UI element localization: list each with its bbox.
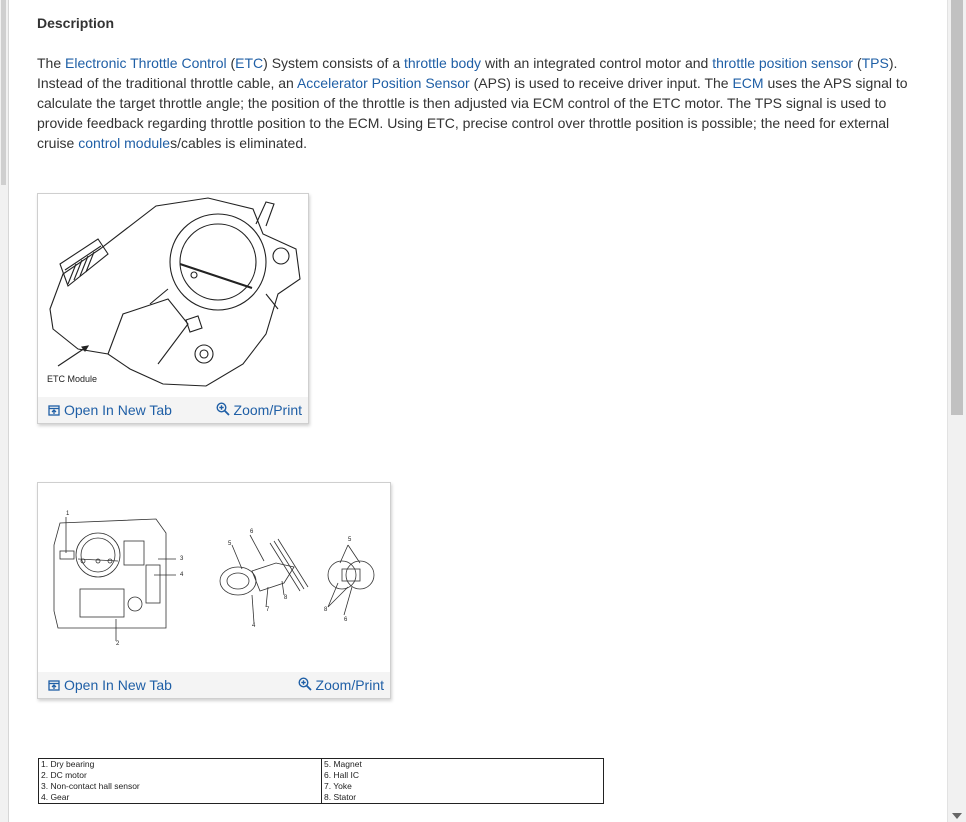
glossary-link[interactable]: ETC	[235, 55, 264, 71]
paragraph-text: uses the APS signal to calculate the target throttle angle; the position of the throttle is then adjusted via ECM control of the ETC motor. The TPS signal is used to provide feedback regarding throttle position to the ECM. Using ETC, precise control over throttle position is possible; the need for external cruise	[37, 75, 908, 151]
zoom-icon	[298, 677, 312, 691]
legend-row	[39, 781, 604, 792]
paragraph-text: (	[853, 55, 862, 71]
glossary-link[interactable]: control module	[78, 135, 171, 151]
legend-row	[39, 770, 604, 781]
paragraph-text: s/cables is eliminated.	[170, 135, 308, 151]
callout-number: 8	[284, 595, 288, 601]
glossary-link[interactable]: throttle body	[404, 55, 482, 71]
glossary-link[interactable]: ECM	[732, 75, 764, 91]
figure-etc-module	[37, 193, 309, 424]
legend-item: 6. Hall IC	[324, 770, 359, 780]
zoom-print-label: Zoom/Print	[315, 677, 384, 693]
scrollbar-thumb[interactable]	[951, 0, 963, 415]
callout-number: 5	[348, 537, 352, 543]
callout-number: 4	[180, 572, 184, 578]
glossary-link[interactable]: throttle position sensor	[712, 55, 854, 71]
paragraph-text: (APS) is used to receive driver input. The	[469, 75, 733, 91]
zoom-print-link[interactable]	[216, 402, 302, 418]
paragraph-text: ). Instead of the traditional throttle cable, an	[37, 55, 898, 91]
legend-item: 8. Stator	[324, 792, 357, 802]
open-new-tab-link[interactable]	[48, 402, 172, 418]
callout-number: 6	[250, 529, 254, 535]
legend-item: 7. Yoke	[324, 781, 352, 791]
left-scroll-thumb	[1, 0, 6, 185]
legend-item: 2. DC motor	[39, 770, 322, 781]
open-new-tab-icon	[48, 405, 60, 416]
parts-legend-table	[38, 758, 604, 804]
glossary-link[interactable]: TPS	[861, 55, 889, 71]
legend-row	[39, 759, 604, 771]
legend-item: 4. Gear	[39, 792, 322, 804]
callout-number: 6	[344, 617, 348, 623]
glossary-link[interactable]: Accelerator Position Sensor	[296, 75, 470, 91]
open-new-tab-link[interactable]	[48, 677, 172, 693]
callout-number: 2	[116, 641, 120, 647]
figure-etc-components	[37, 482, 391, 699]
legend-item: 3. Non-contact hall sensor	[39, 781, 322, 792]
open-new-tab-label: Open In New Tab	[64, 402, 172, 418]
etc-module-label: ETC Module	[47, 374, 98, 384]
glossary-link[interactable]: Electronic Throttle Control	[65, 55, 227, 71]
open-new-tab-icon	[48, 680, 60, 691]
callout-number: 4	[252, 623, 256, 629]
section-heading: Description	[37, 15, 115, 31]
description-paragraph	[37, 53, 922, 153]
left-scroll-edge	[0, 0, 9, 822]
callout-number: 5	[228, 541, 232, 547]
figure1-actions	[38, 397, 308, 423]
callout-number: 7	[266, 607, 270, 613]
callout-number: 3	[180, 556, 184, 562]
zoom-icon	[216, 402, 230, 416]
throttle-body-illustration	[38, 194, 308, 394]
legend-item: 5. Magnet	[324, 759, 362, 769]
vertical-scrollbar[interactable]	[947, 0, 966, 822]
open-new-tab-label: Open In New Tab	[64, 677, 172, 693]
paragraph-text: (	[226, 55, 236, 71]
legend-row	[39, 792, 604, 804]
callout-number: 8	[324, 607, 328, 613]
paragraph-text: ) System consists of a	[263, 55, 404, 71]
scroll-down-arrow-icon[interactable]	[952, 813, 962, 819]
callout-number: 1	[66, 511, 70, 517]
figure2-actions	[38, 672, 390, 698]
component-callouts	[38, 483, 390, 671]
legend-item: 1. Dry bearing	[39, 759, 322, 771]
paragraph-text: The	[37, 55, 66, 71]
zoom-print-label: Zoom/Print	[233, 402, 302, 418]
zoom-print-link[interactable]	[298, 677, 384, 693]
paragraph-text: with an integrated control motor and	[481, 55, 713, 71]
